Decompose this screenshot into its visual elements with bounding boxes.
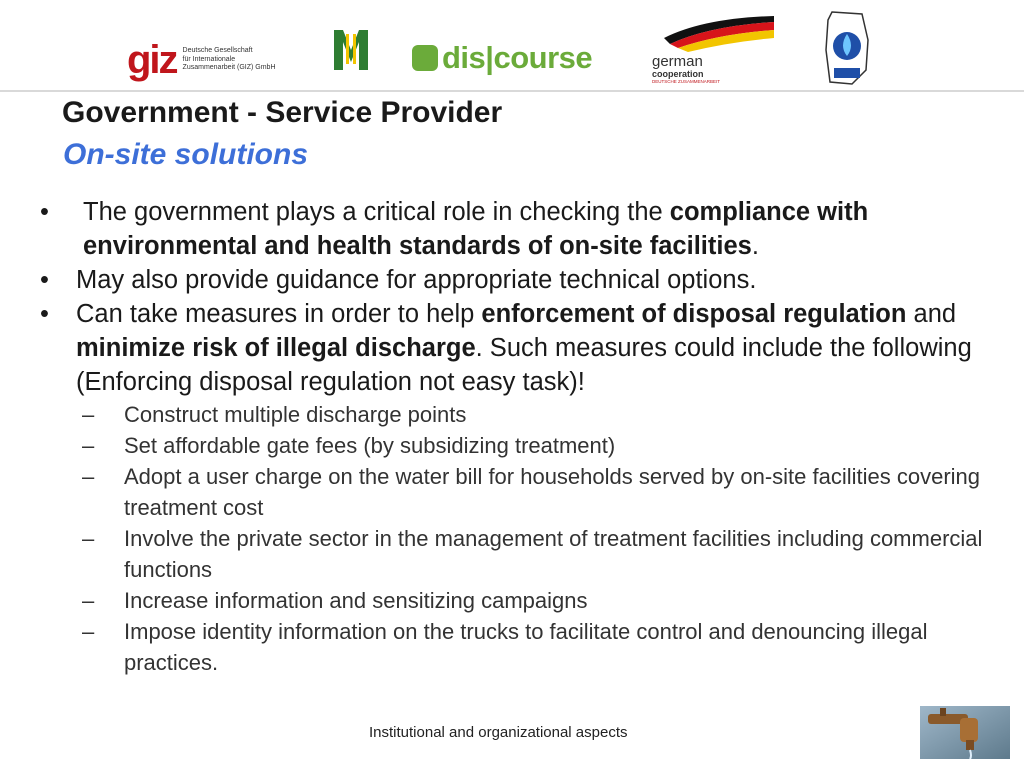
slide-title: Government - Service Provider [62,96,503,129]
dash-symbol: – [82,433,95,458]
bullet-item [40,263,1010,297]
dash-symbol: – [82,464,95,489]
bullet-symbol: • [40,300,49,328]
bullet-text: May also provide guidance for appropriate technical options. [76,266,757,294]
bullet-symbol: • [40,266,49,294]
dash-symbol: – [82,402,95,427]
sub-bullet-text: Involve the private sector in the management of treatment facilities including commercial functions [124,526,983,582]
bullet-list [40,195,1010,678]
sub-bullet-item [40,585,1010,616]
bullet-text: . [751,232,759,260]
bullet-emphasis: compliance with environmental and health standards of on-site facilities [83,198,869,260]
dash-symbol: – [82,588,95,613]
sub-bullet-item [40,616,1010,678]
dash-symbol: – [82,526,95,551]
sub-bullet-item [40,461,1010,523]
water-services-emblem-icon [822,10,872,88]
german-logo-line1: german [652,53,703,70]
bullet-emphasis: enforcement of disposal regulation [481,300,907,328]
water-tap-icon [920,706,1010,759]
german-logo-line2: cooperation [652,69,704,79]
sub-bullet-text: Construct multiple discharge points [124,402,467,427]
slide-subtitle: On-site solutions [63,138,309,171]
sub-bullet-item [40,523,1010,585]
discourse-logo [412,40,592,76]
bullet-text: The government plays a critical role in checking the [83,198,670,226]
giz-logo-line: Deutsche Gesellschaft [182,47,253,55]
giz-logo-mark: giz [127,38,177,82]
dash-symbol: – [82,619,95,644]
bullet-text: and [906,300,957,328]
discourse-logo-text: dis|course [442,40,593,75]
discourse-square-icon [412,45,438,71]
logo-bar [0,0,1024,92]
sub-bullet-text: Adopt a user charge on the water bill for households served by on-site facilities covering treatment cost [124,464,981,520]
sub-bullet-text: Increase information and sensitizing campaigns [124,588,588,613]
sub-bullet-item [40,399,1010,430]
bullet-item [40,195,1010,263]
german-flag-icon [664,16,774,52]
sub-bullet-item [40,430,1010,461]
bullet-text: . Such measures could include the following (Enforcing disposal regulation not easy task)! [76,334,972,396]
giz-logo [127,38,278,82]
sub-bullet-text: Impose identity information on the trucks to facilitate control and denouncing illegal practices. [124,619,928,675]
giz-logo-line: Zusammenarbeit (GIZ) GmbH [182,64,276,72]
m-logo-icon [332,28,370,72]
sub-bullet-text: Set affordable gate fees (by subsidizing treatment) [124,433,616,458]
german-logo-line3: DEUTSCHE ZUSAMMENARBEIT [652,79,721,84]
bullet-symbol: • [40,198,49,226]
bullet-emphasis: minimize risk of illegal discharge [76,334,476,362]
german-cooperation-logo [646,16,776,86]
bullet-text: Can take measures in order to help [76,300,482,328]
header-divider [0,90,1024,92]
slide-footer: Institutional and organizational aspects [369,724,628,741]
bullet-item [40,297,1010,399]
giz-logo-line: für Internationale [182,55,236,63]
giz-logo-text [183,47,278,73]
